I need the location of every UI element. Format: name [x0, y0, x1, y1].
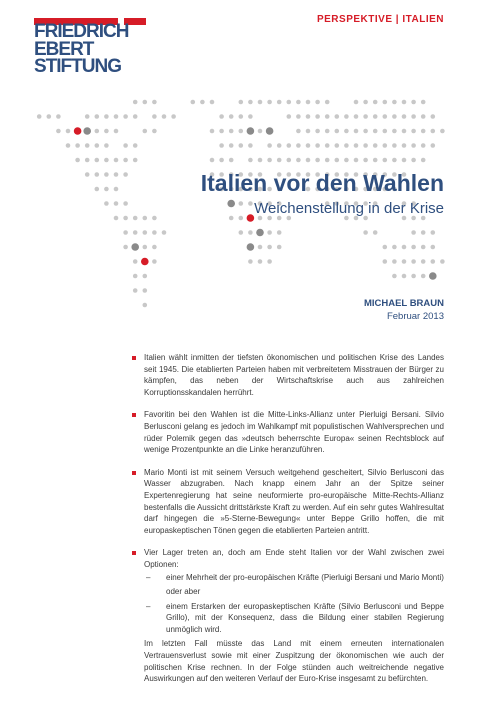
map-dot	[229, 129, 234, 134]
map-dot	[258, 158, 263, 163]
map-dot	[258, 129, 263, 134]
map-dot	[152, 259, 157, 264]
map-dot	[421, 158, 426, 163]
summary-bullet	[132, 352, 444, 398]
map-dot	[287, 143, 292, 148]
connector-text: oder aber	[166, 587, 201, 597]
map-dot	[267, 230, 272, 235]
map-dot	[306, 129, 311, 134]
map-dot	[210, 100, 215, 105]
map-dot	[383, 259, 388, 264]
page-title: Italien vor den Wahlen	[200, 170, 444, 196]
map-dot	[392, 100, 397, 105]
map-dot	[429, 272, 437, 280]
map-dot	[267, 143, 272, 148]
map-dot	[133, 143, 138, 148]
logo-line-1: FRIEDRICH	[34, 21, 129, 42]
map-dot	[325, 114, 330, 119]
map-dot	[411, 143, 416, 148]
map-dot	[277, 158, 282, 163]
map-dot	[114, 114, 119, 119]
map-dot	[85, 172, 90, 177]
map-dot	[229, 158, 234, 163]
map-dot	[248, 143, 253, 148]
option-item	[144, 572, 444, 584]
map-dot	[373, 100, 378, 105]
map-dot	[325, 143, 330, 148]
option-item	[144, 601, 444, 636]
map-dot	[85, 158, 90, 163]
map-dot	[277, 245, 282, 250]
map-dot	[133, 216, 138, 221]
map-dot	[411, 100, 416, 105]
map-dot	[363, 143, 368, 148]
map-dot	[296, 129, 301, 134]
map-dot	[143, 245, 148, 250]
bullet-square-icon	[132, 356, 136, 360]
summary-bullet	[132, 409, 444, 455]
map-dot	[296, 114, 301, 119]
map-dot	[267, 245, 272, 250]
map-dot	[363, 114, 368, 119]
map-dot	[306, 114, 311, 119]
author-name: MICHAEL BRAUN	[363, 298, 444, 309]
map-dot	[95, 129, 100, 134]
map-dot	[296, 143, 301, 148]
map-dot	[335, 158, 340, 163]
map-dot	[440, 259, 445, 264]
map-dot	[344, 158, 349, 163]
map-dot	[104, 172, 109, 177]
map-dot	[325, 100, 330, 105]
map-dot	[131, 243, 139, 251]
map-dot	[85, 143, 90, 148]
map-dot	[47, 114, 52, 119]
map-dot	[421, 114, 426, 119]
map-dot	[402, 274, 407, 279]
map-dot	[104, 158, 109, 163]
map-dot	[133, 230, 138, 235]
map-dot	[421, 143, 426, 148]
map-dot	[162, 114, 167, 119]
map-dot	[402, 259, 407, 264]
map-dot	[335, 114, 340, 119]
map-dot	[373, 143, 378, 148]
map-dot	[277, 230, 282, 235]
map-dot	[143, 216, 148, 221]
logo-line-2: EBERT	[34, 39, 94, 60]
map-dot	[152, 230, 157, 235]
map-dot	[325, 129, 330, 134]
map-dot	[267, 100, 272, 105]
map-dot	[133, 259, 138, 264]
map-dot	[344, 129, 349, 134]
map-dot	[123, 216, 128, 221]
map-dot	[162, 230, 167, 235]
summary-bullet	[132, 547, 444, 685]
map-dot	[152, 100, 157, 105]
map-dot	[392, 245, 397, 250]
map-dot	[315, 100, 320, 105]
map-dot	[335, 129, 340, 134]
map-dot	[248, 259, 253, 264]
map-dot	[267, 158, 272, 163]
map-dot	[354, 143, 359, 148]
map-dot	[363, 129, 368, 134]
map-dot	[229, 114, 234, 119]
map-dot	[123, 143, 128, 148]
map-dot	[431, 230, 436, 235]
bullet-square-icon	[132, 551, 136, 555]
map-dot	[114, 201, 119, 206]
bullet-text: Italien wählt inmitten der tiefsten ökonomischen und politischen Krise des Landes seit 1945. Die etablierten Parteien haben mit verbreitetem Misstrauen der Bürger zu kämpfen, das neben der Wirtschaftskrise auch aus zahlreichen Korruptionsskandalen herrührt.	[144, 353, 444, 397]
logo-line-3: STIFTUNG	[34, 56, 121, 77]
map-dot	[95, 143, 100, 148]
map-dot	[411, 129, 416, 134]
map-dot	[256, 229, 264, 237]
summary-bullet	[132, 467, 444, 537]
map-dot	[373, 114, 378, 119]
map-dot	[66, 143, 71, 148]
map-dot	[373, 230, 378, 235]
map-dot	[123, 245, 128, 250]
map-dot	[392, 129, 397, 134]
map-dot	[402, 158, 407, 163]
map-dot	[152, 216, 157, 221]
series-label: PERSPEKTIVE | ITALIEN	[316, 14, 444, 25]
map-dot	[75, 143, 80, 148]
summary-section	[132, 352, 444, 685]
map-dot	[392, 158, 397, 163]
map-dot	[373, 158, 378, 163]
map-dot	[383, 129, 388, 134]
publication-date: Februar 2013	[386, 311, 444, 322]
map-dot	[258, 100, 263, 105]
map-dot	[123, 230, 128, 235]
map-dot	[421, 259, 426, 264]
closing-paragraph: Im letzten Fall müsste das Land mit einem erneuten internationalen Vertrauensverlust sowie mit einer Zuspitzung der ökonomischen wie auch der politischen Krise rechnen. In der Folge stünden auch weitreichende negative Auswirkungen auf den weiteren Verlauf der Euro-Krise insgesamt zu befürchten.	[144, 639, 444, 684]
map-dot	[114, 172, 119, 177]
map-highlight-dot	[141, 258, 149, 266]
map-dot	[431, 114, 436, 119]
map-dot	[402, 129, 407, 134]
map-dot	[114, 216, 119, 221]
map-dot	[354, 129, 359, 134]
map-dot	[248, 114, 253, 119]
map-dot	[296, 158, 301, 163]
map-dot	[239, 216, 244, 221]
map-dot	[133, 274, 138, 279]
bullet-text: Favoritin bei den Wahlen ist die Mitte-Links-Allianz unter Pierluigi Bersani. Silvio Berlusconi gelang es jedoch im Wahlkampf mit populistischen Wahlversprechen und rüder Polemik gegen das »deutsch beherrschte Europa« seinen Rechtsblock auf wenige Prozentpunkte an die Linke heranzuführen.	[144, 410, 444, 455]
map-dot	[229, 143, 234, 148]
map-dot	[315, 114, 320, 119]
map-dot	[37, 114, 42, 119]
map-dot	[143, 230, 148, 235]
map-dot	[247, 243, 255, 251]
map-dot	[306, 143, 311, 148]
map-dot	[219, 158, 224, 163]
map-dot	[248, 100, 253, 105]
map-dot	[277, 143, 282, 148]
map-dot	[248, 230, 253, 235]
map-dot	[123, 172, 128, 177]
bullet-square-icon	[132, 413, 136, 417]
map-dot	[95, 158, 100, 163]
map-dot	[363, 100, 368, 105]
map-dot	[143, 288, 148, 293]
map-dot	[411, 230, 416, 235]
map-dot	[56, 114, 61, 119]
map-dot	[104, 114, 109, 119]
map-dot	[248, 201, 253, 206]
option-text: einem Erstarken der europaskeptischen Kräfte (Silvio Berlusconi und Beppe Grillo), mit der Konsequenz, dass die Bildung einer stabilen Regierung unmöglich wird.	[166, 601, 444, 634]
map-dot	[229, 216, 234, 221]
map-dot	[104, 143, 109, 148]
map-dot	[227, 200, 235, 208]
map-dot	[143, 129, 148, 134]
map-dot	[431, 129, 436, 134]
map-dot	[239, 201, 244, 206]
map-dot	[296, 100, 301, 105]
map-dot	[104, 187, 109, 192]
map-dot	[266, 127, 274, 135]
map-dot	[421, 230, 426, 235]
map-highlight-dot	[247, 214, 255, 222]
map-dot	[114, 187, 119, 192]
map-dot	[133, 158, 138, 163]
map-dot	[431, 245, 436, 250]
map-dot	[143, 100, 148, 105]
map-dot	[402, 143, 407, 148]
map-dot	[373, 129, 378, 134]
map-dot	[258, 245, 263, 250]
map-dot	[123, 201, 128, 206]
option-text: einer Mehrheit der pro-europäischen Kräfte (Pierluigi Bersani und Mario Monti)	[166, 572, 444, 582]
map-dot	[383, 245, 388, 250]
map-dot	[114, 158, 119, 163]
map-dot	[306, 158, 311, 163]
map-dot	[315, 129, 320, 134]
map-dot	[363, 158, 368, 163]
bullet-text: Vier Lager treten an, doch am Ende steht Italien vor der Wahl zwischen zwei Optionen:	[144, 548, 444, 569]
map-dot	[95, 187, 100, 192]
map-dot	[392, 143, 397, 148]
map-dot	[143, 274, 148, 279]
map-dot	[383, 114, 388, 119]
map-dot	[392, 259, 397, 264]
map-dot	[335, 143, 340, 148]
map-dot	[287, 100, 292, 105]
map-dot	[83, 127, 91, 135]
map-dot	[123, 114, 128, 119]
map-dot	[411, 274, 416, 279]
map-dot	[354, 158, 359, 163]
map-dot	[104, 201, 109, 206]
map-dot	[354, 100, 359, 105]
map-dot	[56, 129, 61, 134]
map-dot	[85, 114, 90, 119]
map-dot	[287, 158, 292, 163]
map-dot	[402, 114, 407, 119]
map-dot	[402, 100, 407, 105]
map-highlight-dot	[74, 127, 82, 135]
map-dot	[315, 158, 320, 163]
map-dot	[421, 274, 426, 279]
map-dot	[152, 114, 157, 119]
map-dot	[383, 158, 388, 163]
map-dot	[239, 100, 244, 105]
map-dot	[402, 245, 407, 250]
map-dot	[66, 129, 71, 134]
map-dot	[267, 259, 272, 264]
map-dot	[363, 230, 368, 235]
map-dot	[219, 129, 224, 134]
map-dot	[287, 114, 292, 119]
map-dot	[258, 259, 263, 264]
map-dot	[75, 158, 80, 163]
map-dot	[143, 303, 148, 308]
dash-marker: –	[146, 572, 151, 582]
map-dot	[431, 259, 436, 264]
map-dot	[411, 158, 416, 163]
map-dot	[344, 114, 349, 119]
map-dot	[104, 129, 109, 134]
map-dot	[152, 245, 157, 250]
map-dot	[421, 245, 426, 250]
map-dot	[133, 100, 138, 105]
map-dot	[431, 143, 436, 148]
map-dot	[114, 129, 119, 134]
map-dot	[247, 127, 255, 135]
map-dot	[200, 100, 205, 105]
map-dot	[411, 114, 416, 119]
map-dot	[248, 158, 253, 163]
map-dot	[392, 274, 397, 279]
map-dot	[171, 114, 176, 119]
map-dot	[123, 158, 128, 163]
map-dot	[239, 114, 244, 119]
map-dot	[315, 143, 320, 148]
dash-marker: –	[146, 601, 151, 611]
map-dot	[411, 245, 416, 250]
map-dot	[95, 114, 100, 119]
map-dot	[239, 230, 244, 235]
map-dot	[354, 114, 359, 119]
map-dot	[277, 100, 282, 105]
map-dot	[219, 143, 224, 148]
bullet-text: Mario Monti ist mit seinem Versuch weitgehend gescheitert, Silvio Berlusconi das Wasser abzugraben. Nach knapp einem Jahr an der Spitze seiner Expertenregierung hat seine neuformierte pro-europäische Mitte-Rechts-Allianz bestenfalls die Aussicht drittstärkste Kraft zu werden. Auf ein sehr gutes Wahlresultat darf hingegen die »5-Sterne-Bewegung« unter Beppe Grillo hoffen, die mit europaskeptischen Tönen gegen die etablierten Parteien antritt.	[144, 467, 444, 535]
map-dot	[392, 114, 397, 119]
page-subtitle: Weichenstellung in der Krise	[254, 200, 444, 217]
map-dot	[411, 259, 416, 264]
map-dot	[239, 143, 244, 148]
map-dot	[383, 143, 388, 148]
map-dot	[95, 172, 100, 177]
map-dot	[210, 158, 215, 163]
map-dot	[219, 114, 224, 119]
map-dot	[383, 100, 388, 105]
bullet-square-icon	[132, 471, 136, 475]
map-dot	[440, 129, 445, 134]
map-dot	[191, 100, 196, 105]
map-dot	[133, 288, 138, 293]
map-dot	[421, 129, 426, 134]
map-dot	[133, 114, 138, 119]
map-dot	[421, 100, 426, 105]
map-dot	[325, 158, 330, 163]
map-dot	[344, 143, 349, 148]
map-dot	[210, 129, 215, 134]
map-dot	[239, 129, 244, 134]
map-dot	[152, 129, 157, 134]
map-dot	[306, 100, 311, 105]
